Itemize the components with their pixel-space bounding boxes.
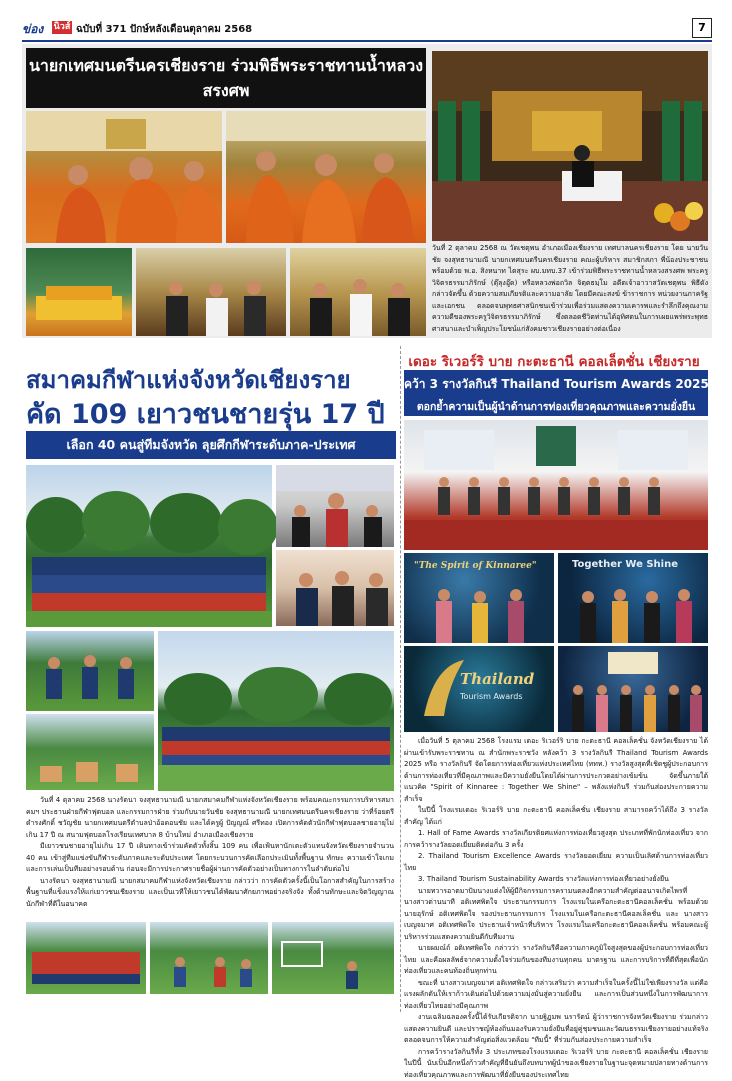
hotel-paragraph: 2. Thailand Tourism Excellence Awards รางวัลยอดเยี่ยม ความเป็นเลิศด้านการท่องเที่ยวไทย [404,851,708,874]
hotel-paragraph: นายทวารอาตมาปัมนางแต่งให้ผู้มีกิจกรรมการครามนดลงอีกความสำคัญต่ออนาจเกิดไพรที่ นางสาวต่านนาที อติเทศพิดใจ ประธานกรรมการ โรงแรมในเครือกะตะธานีคอลเล็คชั่น พร้อมด้วย นายอุรักษ์ อติเทศพิดใจ รองประธานกรรมการ โรงแรมในเครือกะตะธานีคอลเล็คชั่น และ นางสาวเบญจมาศ อติเทศพิดใจ ประธานเจ้าหน้าที่บริหาร โรงแรมในเครือกะตะธานีคอลเล็คชั่น พร้อมคณะผู้บริหารร่วมแสดงความยินดีกับทีมงาน [404,886,708,944]
team-illustration [558,646,708,732]
officials-illustration [290,248,426,336]
monks-illustration [226,111,426,243]
group-illustration [558,553,708,643]
page-header [22,18,712,40]
trophy-illustration [404,646,554,732]
photo-caption-text: "The Spirit of Kinnaree" [414,561,537,571]
issue-info: ฉบับที่ 371 ปักษ์หลังเดือนตุลาคม 2568 [76,22,252,37]
hotel-body [404,736,708,1014]
newspaper-logo [22,20,72,36]
temple-caption: วันที่ 2 ตุลาคม 2568 ณ วัดเชตุพน อำเภอเมืองเชียงราย เทศบาลนครเชียงราย โดย นายวันชัย จงสุทธานามณี นายกเทศมนตรีนครเชียงราย คณะผู้บริหาร สมาชิกสภา พี่น้องประชาชน พร้อมด้วย พ.อ. สิงหนาท ไตสุระ ผบ.มทบ.37 เข้าร่วมพิธีพระราชทานน้ำหลวงสรงศพ พระครูวิจิตรธรรมาภิรักษ์ (ตุ๊ลุงอู๊ด) หรือหลวงพ่อถวิล จิตฺตธมฺโม อดีตเจ้าอาวาสวัดเชตุพน พิธีดังกล่าวจัดขึ้น ด้วยความสมเกียรติและความอาลัย โดยมีคณะสงฆ์ ข้าราชการ หน่วยงานภาครัฐ และเอกชน ตลอดจนพุทธศาสนิกชนเข้าร่วมเพื่อร่วมแสดงความเคารพและรำลึกถึงคุณงามความดีของพระครูวิจิตรธรรมาภิรักษ์ ซึ่งตลอดชีวิตท่านได้อุทิศตนในการเผยแพร่พระพุทธศาสนาและบำเพ็ญประโยชน์แก่สังคมชาวเชียงรายอย่างต่อเนื่อง [432,243,708,337]
hotel-paragraph: 3. Thailand Tourism Sustainability Awards รางวัลแห่งการท่องเที่ยวอย่างยั่งยืน [404,874,708,886]
coffin-illustration [26,248,132,336]
hotel-paragraph: เมื่อวันที่ 5 ตุลาคม 2568 โรงแรม เดอะ ริเวอร์ริ บาย กะตะธานี คอลเล็คชั่น จังหวัดเชียงราย ได้ผ่านเข้ารับพระราชทาน ณ สำนักพระราชวัง หลังคว้า 3 รางวัลกินรี Thailand Tourism Awards 2025 หรือ รางวัลกินรี จัดโดยการท่องเที่ยวแห่งประเทศไทย (ททท.) รางวัลสูงสุดที่เชิดชูผู้ประกอบการด้านการท่องเที่ยวที่มีคุณภาพและมีความยั่งยืนโดยได้ผ่านการประกวดอย่างเข้มข้น จัดขึ้นภายใต้แนวคิด "Spirit of Kinnaree : Together We Shine" – พลังแห่งกินรี ร่วมกันส่องประกายความสำเร็จ [404,736,708,805]
photo-award-women [404,553,554,643]
meeting-illustration [276,550,394,626]
photo-caption-text: Tourism Awards [460,692,523,701]
hotel-paragraph: การคว้ารางวัลกินรีทั้ง 3 ประเภทของโรงแรมเดอะ ริเวอร์ริ บาย กะตะธานี คอลเล็คชั่น เชียงราย ในปีนี้ นับเป็นอีกหนึ่งก้าวสำคัญที่ยืนยันถึงบทบาทผู้นำของเชียงรายในฐานะจุดหมายปลายทางด้านการท่องเที่ยวคุณภาพและการพัฒนาที่ยั่งยืนของประเทศไทย [404,1047,708,1081]
logo-badge: นิวส์ [52,21,72,34]
photo-team-field [158,631,394,791]
meeting-illustration [276,465,394,547]
hotel-paragraph: ขณะที่ นางสาวเบญจมาศ อติเทศพิดใจ กล่าวเสริมว่า ความสำเร็จในครั้งนี้ไม่ใช่เพียงรางวัล แต่คือแรงผลักดันให้เราก้าวเดินต่อไปด้วยความมุ่งมั่นสู่ความยั่งยืน และการเป็นส่วนหนึ่งในการพัฒนาการท่องเที่ยวไทยอย่างมีคุณภาพ [404,978,708,1013]
sports-paragraph: นางรัตนา จงสุทธานามณี นายกสมาคมกีฬาแห่งจังหวัดเชียงราย กล่าวว่า การคัดตัวครั้งนี้เป็นโอกาสสำคัญในการสร้างพื้นฐานที่แข็งแรงให้แก่เยาวชนเชียงราย และเป็นเวทีให้เยาวชนได้พัฒนาศักยภาพอย่างจริงจัง ทั้งด้านทักษะและจิตวิญญาณนักกีฬาที่ดีในอนาคต [26,876,394,911]
photo-caption-text: Together We Shine [572,559,678,570]
sports-subtitle: เลือก 40 คนสู่ทีมจังหวัด ลุยศึกกีฬาระดับภาค-ประเทศ [26,431,396,459]
logo-text: ข่อง [22,20,43,39]
monks-illustration [26,111,222,243]
photo-meeting-1 [276,465,394,547]
sports-body [26,795,394,919]
hotel-subtitle-line-1: คว้า 3 รางวัลกินรี Thailand Tourism Awards 2025 [404,375,708,394]
hotel-title: เดอะ ริเวอร์ริ บาย กะตะธานี คอลเล็ตชั่น เชียงราย [404,350,704,372]
officials-illustration [26,631,154,711]
sports-title-line-2: คัด 109 เยาวชนชายรุ่น 17 ปี [26,392,396,435]
photo-ceremony-hall [432,51,708,241]
field-illustration [26,714,154,790]
photo-coffin [26,248,132,336]
photo-monks-1 [26,111,222,243]
photo-monks-2 [226,111,426,243]
photo-caption-text: Thailand [460,670,534,688]
women-illustration [404,553,554,643]
hotel-subtitle [404,370,708,416]
hotel-paragraph: งานเฉลิมฉลองครั้งนี้ได้รับเกียรติจาก นายฐิฏมพ นรารัตน์ ผู้ว่าราชการจังหวัดเชียงราย ร่วมกล่าวแสดงความยินดี และปราชญ์ท้องถิ่นมองรับความยั่งยืนที่อยู่คู่ชุมชนและวัฒนธรรมเชียงรายอย่างแท้จริง ตลอดจนการให้ความสำคัญต่อสิ่งแวดล้อม "ทีมนี้" ที่ร่วมกันส่องประกายความสำเร็จ [404,1012,708,1047]
sports-paragraph: วันที่ 4 ตุลาคม 2568 นางรัตนา จงสุทธานามณี นายกสมาคมกีฬาแห่งจังหวัดเชียงราย พร้อมคณะกรรมการบริหารสมาคมฯ ประธานฝ่ายกีฬาฟุตบอล และกรรมการฝ่าย ร่วมกับนายวันชัย จงสุทธานามณี นายกเทศมนตรีนครเชียงราย ว่าที่ร้อยตรี ดำรงศักดิ์ ชวัญชัย นายกเทศมนตรีตำบลป่าอ้อดอนชัย และได้ครูผู้ ปัญญณ์ ศรีทอง เปิดการคัดตัวนักกีฬาฟุตบอลชายอายุไม่เกิน 17 ปี ณ สนามฟุตบอลโรงเรียนเทศบาล 8 บ้านใหม่ อำเภอเมืองเชียงราย [26,795,394,841]
headline-line-1: นายกเทศมนตรีนครเชียงราย ร่วมพิธีพระราชทานน้ำหลวงสรงศพ [26,54,426,104]
officials-illustration [136,248,286,336]
header-rule [22,40,712,42]
photo-officials-1 [136,248,286,336]
team-illustration [158,631,394,791]
photo-players-1 [26,922,146,994]
photo-players-3 [272,922,394,994]
photo-team-group [26,465,272,627]
hotel-paragraph: 1. Hall of Fame Awards รางวัลเกียรติยศแห่งการท่องเที่ยวสูงสุด ประเภทที่พักนักท่องเที่ยว จากการคว้ารางวัลยอดเยี่ยมติดต่อกัน 3 ครั้ง [404,828,708,851]
players-illustration [26,922,146,994]
sports-paragraph: มีเยาวชนชายอายุไม่เกิน 17 ปี เดินทางเข้าร่วมคัดตัวทั้งสิ้น 109 คน เพื่อเฟ้นหานักเตะตัวแทนจังหวัดเชียงรายจำนวน 40 คน เข้าสู่ทีมแข่งขันกีฬาระดับภาคและระดับประเทศ โดยกระบวนการคัดเลือกประเมินทั้งพื้นฐาน ทักษะ ความเข้าใจเกม และการเล่นเป็นทีมอย่างรอบด้าน ก่อนจะมีการประกาศรายชื่อผู้ผ่านการคัดตัวอย่างเป็นทางการในลำดับต่อไป [26,841,394,876]
page-number: 7 [692,18,712,38]
photo-award-logo [404,646,554,732]
photo-field-equipment [26,714,154,790]
column-divider [400,346,401,1012]
photo-award-team [558,646,708,732]
hotel-paragraph: นายผมณ์ถ์ อติเทศพิดใจ กล่าวว่า รางวัลกินรีคือความภาคภูมิใจสูงสุดของผู้ประกอบการท่องเที่ยวไทย และคือผลลัพธ์จากความตั้งใจร่วมกันของทีมงานทุกคน มาตรฐาน และการบริการที่ดีที่สุดเพื่อนักท่องเที่ยวและคนท้องถิ่นทุกท่าน [404,943,708,978]
hall-illustration [432,51,708,241]
stage-illustration [404,420,708,550]
photo-meeting-2 [276,550,394,626]
photo-officials-2 [290,248,426,336]
photo-officials-field [26,631,154,711]
hotel-subtitle-line-2: ตอกย้ำความเป็นผู้นำด้านการท่องเที่ยวคุณภาพและความยั่งยืน [404,398,708,415]
hotel-paragraph: ในปีนี้ โรงแรมเดอะ ริเวอร์ริ บาย กะตะธานี คอลเล็คชั่น เชียงราย สามารถคว้าได้ถึง 3 รางวัลสำคัญ ได้แก่ [404,805,708,828]
photo-players-2 [150,922,268,994]
team-illustration [26,465,272,627]
players-illustration [272,922,394,994]
temple-headline [26,48,426,108]
photo-award-group [558,553,708,643]
players-illustration [150,922,268,994]
sports-title-line-1: สมาคมกีฬาแห่งจังหวัดเชียงราย [26,360,396,399]
photo-award-stage [404,420,708,550]
